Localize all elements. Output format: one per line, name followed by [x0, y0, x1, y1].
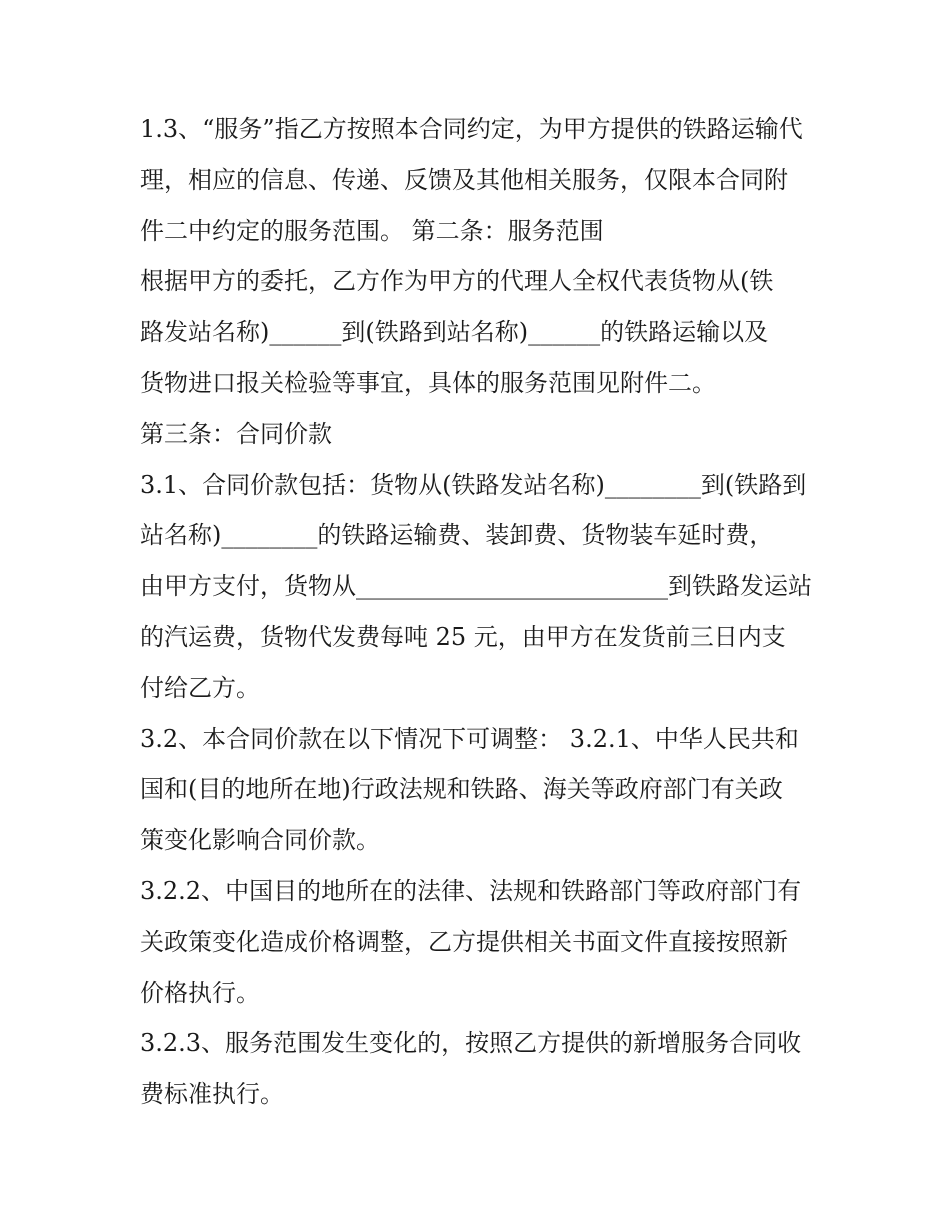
- text-line-15: 策变化影响合同价款。: [140, 826, 380, 855]
- text-line-5: 路发站名称)______到(铁路到站名称)______的铁路运输以及: [140, 318, 769, 347]
- text-line-1: 1.3、“服务”指乙方按照本合同约定，为甲方提供的铁路运输代: [140, 115, 803, 143]
- text-line-8: 3.1、合同价款包括：货物从(铁路发站名称)________到(铁路到: [140, 470, 807, 499]
- text-line-9: 站名称)________的铁路运输费、装卸费、货物装车延时费，: [140, 521, 774, 550]
- text-line-17: 关政策变化造成价格调整，乙方提供相关书面文件直接按照新: [140, 927, 788, 956]
- text-line-12: 付给乙方。: [140, 673, 260, 702]
- text-line-16: 3.2.2、中国目的地所在的法律、法规和铁路部门等政府部门有: [140, 876, 802, 905]
- text-line-20: 费标准执行。: [140, 1080, 284, 1109]
- text-line-18: 价格执行。: [140, 978, 260, 1007]
- text-line-14: 国和(目的地所在地)行政法规和铁路、海关等政府部门有关政: [140, 775, 783, 804]
- text-line-13: 3.2、本合同价款在以下情况下可调整： 3.2.1、中华人民共和: [140, 724, 799, 753]
- text-line-4: 根据甲方的委托，乙方作为甲方的代理人全权代表货物从(铁: [140, 267, 774, 296]
- text-line-3: 件二中约定的服务范围。 第二条：服务范围: [140, 216, 604, 245]
- text-line-11: 的汽运费，货物代发费每吨 25 元，由甲方在发货前三日内支: [140, 622, 786, 651]
- text-line-2: 理，相应的信息、传递、反馈及其他相关服务，仅限本合同附: [140, 165, 788, 194]
- section-heading-3: 第三条：合同价款: [140, 419, 332, 448]
- text-line-19: 3.2.3、服务范围发生变化的，按照乙方提供的新增服务合同收: [140, 1029, 802, 1058]
- document-page: [140, 104, 820, 1120]
- text-line-6: 货物进口报关检验等事宜，具体的服务范围见附件二。: [140, 368, 716, 397]
- text-line-10: 由甲方支付，货物从__________________________到铁路发运站: [140, 572, 812, 601]
